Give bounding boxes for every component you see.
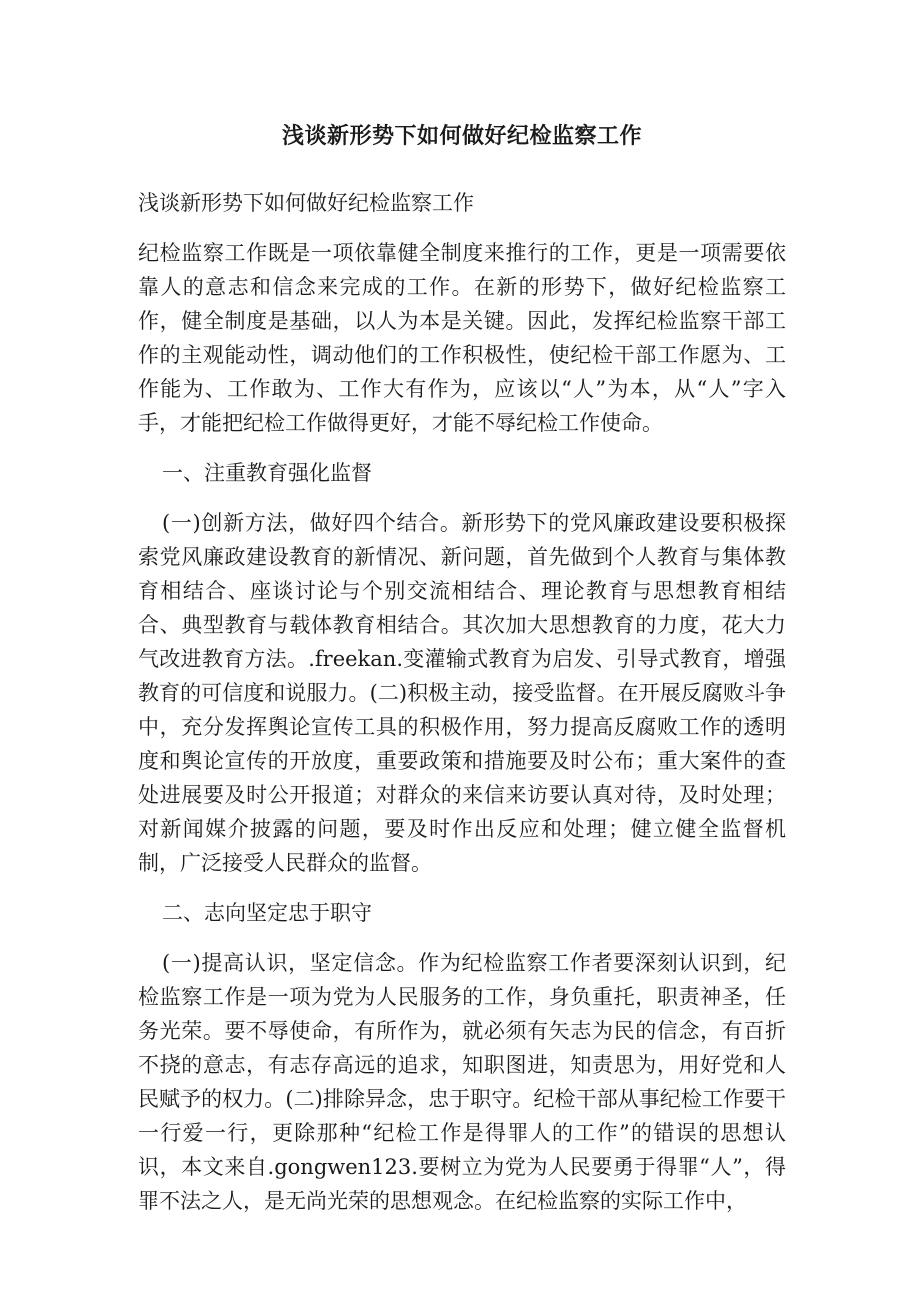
section-heading: 二、志向坚定忠于职守: [162, 901, 372, 925]
section-paragraph: (一)提高认识，坚定信念。作为纪检监察工作者要深刻认识到，纪检监察工作是一项为党为人民服务的工作，身负重托，职责神圣，任务光荣。要不辱使命，有所作为，就必须有矢志为民的信念，有百折不挠的意志，有志存高远的追求，知职图进，知责思为，用好党和人民赋予的权力。(二)排除异念，忠于职守。纪检干部从事纪检工作要干一行爱一行，更除那种“纪检工作是得罪人的工作”的错误的思想认识，本文来自.gongwen123.要树立为党为人民要勇于得罪“人”，得罪不法之人，是无尚光荣的思想观念。在纪检监察的实际工作中，: [138, 951, 786, 1213]
intro-paragraph: 纪检监察工作既是一项依靠健全制度来推行的工作，更是一项需要依靠人的意志和信念来完成的工作。在新的形势下，做好纪检监察工作，健全制度是基础，以人为本是关键。因此，发挥纪检监察干部工作的主观能动性，调动他们的工作积极性，使纪检干部工作愿为、工作能为、工作敢为、工作大有作为，应该以“人”为本，从“人”字入手，才能把纪检工作做得更好，才能不辱纪检工作使命。: [138, 241, 786, 435]
document-subtitle: 浅谈新形势下如何做好纪检监察工作: [138, 191, 474, 215]
section-heading: 一、注重教育强化监督: [162, 461, 372, 485]
section-paragraph: (一)创新方法，做好四个结合。新形势下的党风廉政建设要积极探索党风廉政建设教育的新情况、新问题，首先做到个人教育与集体教育相结合、座谈讨论与个别交流相结合、理论教育与思想教育相结合、典型教育与载体教育相结合。其次加大思想教育的力度，花大力气改进教育方法。.freekan.变灌输式教育为启发、引导式教育，增强教育的可信度和说服力。(二)积极主动，接受监督。在开展反腐败斗争中，充分发挥舆论宣传工具的积极作用，努力提高反腐败工作的透明度和舆论宣传的开放度，重要政策和措施要及时公布；重大案件的查处进展要及时公开报道；对群众的来信来访要认真对待，及时处理；对新闻媒介披露的问题，要及时作出反应和处理；健立健全监督机制，广泛接受人民群众的监督。: [138, 511, 786, 875]
document-title: 浅谈新形势下如何做好纪检监察工作: [281, 123, 642, 149]
document-page: [138, 116, 786, 1234]
